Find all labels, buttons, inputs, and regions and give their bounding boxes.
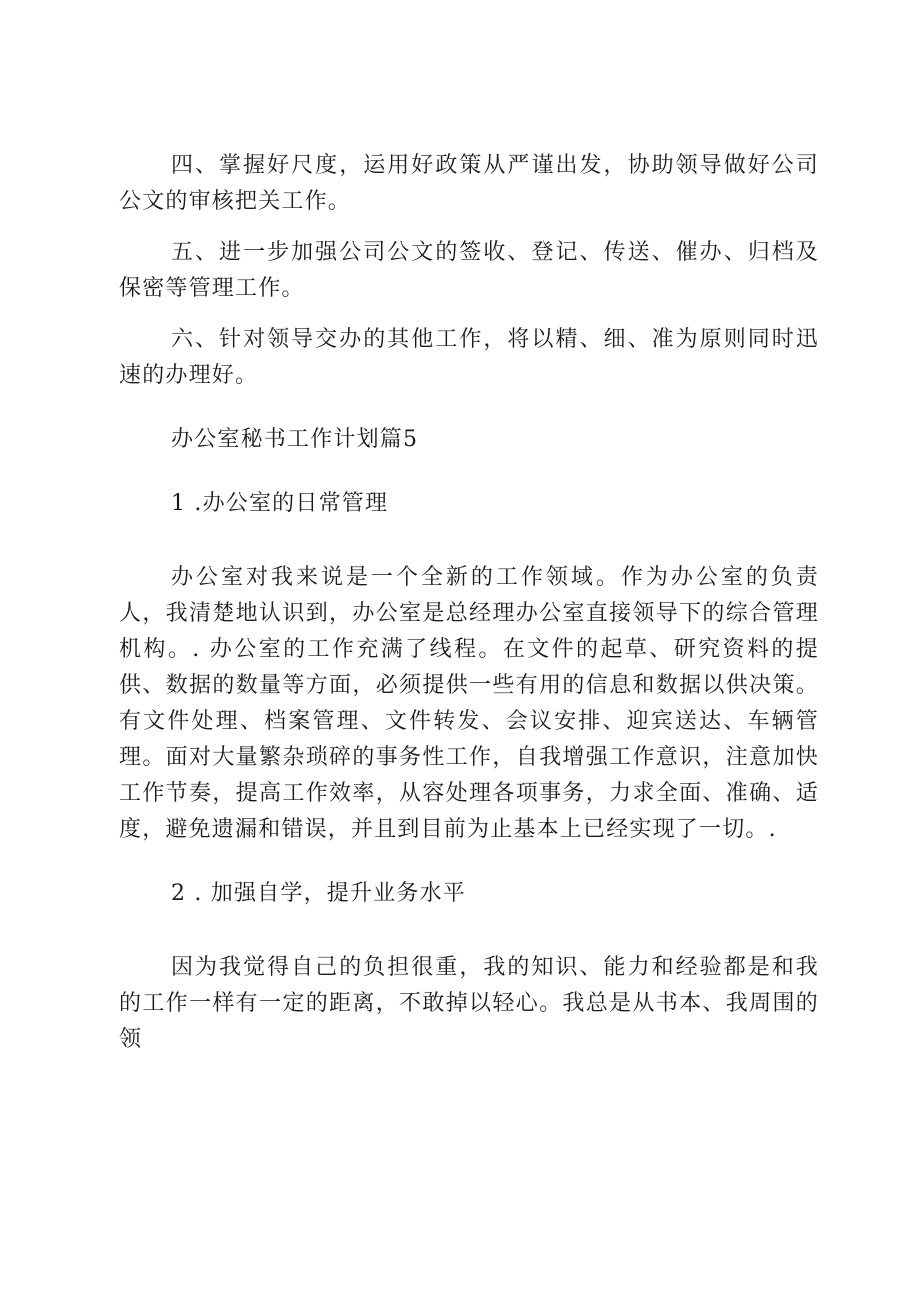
body-paragraph-self-study: 因为我觉得自己的负担很重，我的知识、能力和经验都是和我的工作一样有一定的距离，不敢掉以轻心。我总是从书本、我周围的领	[119, 955, 819, 1052]
paragraph-item-4: 四、掌握好尺度，运用好政策从严谨出发，协助领导做好公司公文的审核把关工作。	[119, 153, 819, 214]
paragraph-item-5: 五、进一步加强公司公文的签收、登记、传送、催办、归档及保密等管理工作。	[119, 240, 819, 301]
document-body	[119, 148, 819, 1058]
body-paragraph-daily-management: 办公室对我来说是一个全新的工作领域。作为办公室的负责人，我清楚地认识到，办公室是总经理办公室直接领导下的综合管理机构。. 办公室的工作充满了线程。在文件的起草、研究资料的提供、数据的数量等方面，必须提供一些有用的信息和数据以供决策。有文件处理、档案管理、文件转发、会议安排、迎宾送达、车辆管理。面对大量繁杂琐碎的事务性工作，自我增强工作意识，注意加快工作节奏，提高工作效率，从容处理各项事务，力求全面、准确、适度，避免遗漏和错误，并且到目前为止基本上已经实现了一切。.	[119, 565, 819, 842]
paragraph-item-6: 六、针对领导交办的其他工作，将以精、细、准为原则同时迅速的办理好。	[119, 327, 819, 388]
subheading-self-study: 2 . 加强自学，提升业务水平	[171, 881, 466, 906]
subheading-daily-management: 1 .办公室的日常管理	[171, 491, 389, 516]
section-title: 办公室秘书工作计划篇5	[171, 427, 419, 452]
